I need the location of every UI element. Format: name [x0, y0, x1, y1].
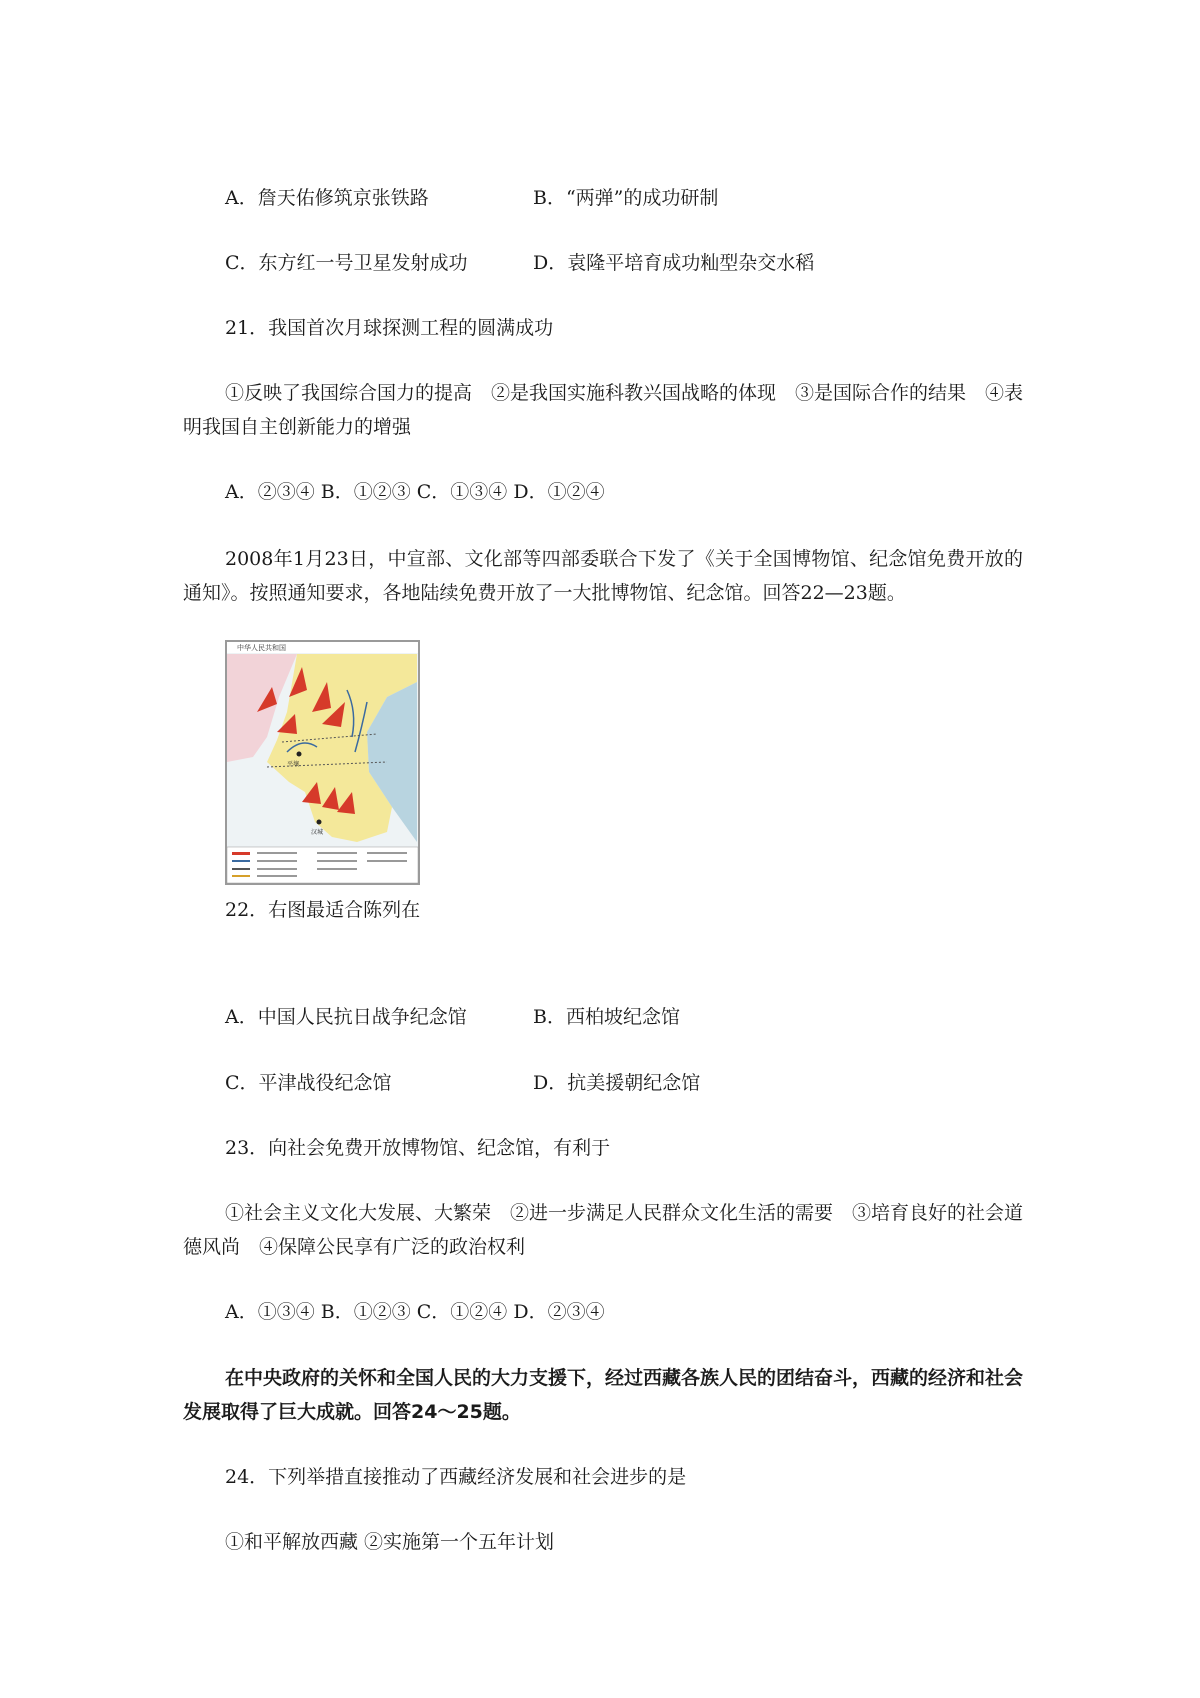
q20-option-d: D．袁隆平培育成功籼型杂交水稻: [533, 252, 815, 274]
q24-stem: 24．下列举措直接推动了西藏经济发展和社会进步的是: [225, 1466, 687, 1488]
q21-statements: ①反映了我国综合国力的提高 ②是我国实施科教兴国战略的体现 ③是国际合作的结果 ④表明我国自主创新能力的增强: [183, 382, 1024, 438]
q21-stem: 21．我国首次月球探测工程的圆满成功: [225, 317, 554, 339]
intro-24-25: 在中央政府的关怀和全国人民的大力支援下，经过西藏各族人民的团结奋斗，西藏的经济和社会发展取得了巨大成就。回答24～25题。: [183, 1367, 1024, 1423]
map-image: [227, 642, 418, 883]
korean-war-map-figure: [225, 640, 420, 885]
q22-stem: 22．右图最适合陈列在: [225, 899, 421, 921]
q22-option-b: B．西柏坡纪念馆: [533, 1006, 680, 1028]
q20-option-b: B．“两弹”的成功研制: [533, 187, 719, 209]
q23-statements: ①社会主义文化大发展、大繁荣 ②进一步满足人民群众文化生活的需要 ③培育良好的社会道德风尚 ④保障公民享有广泛的政治权利: [183, 1202, 1024, 1258]
q22-option-d: D．抗美援朝纪念馆: [533, 1072, 701, 1094]
q22-option-c: C．平津战役纪念馆: [225, 1072, 392, 1094]
q23-stem: 23．向社会免费开放博物馆、纪念馆，有利于: [225, 1137, 611, 1159]
q23-options: A．①③④ B．①②③ C．①②④ D．②③④: [225, 1301, 605, 1323]
intro-22-23: 2008年1月23日，中宣部、文化部等四部委联合下发了《关于全国博物馆、纪念馆免费开放的通知》。按照通知要求，各地陆续免费开放了一大批博物馆、纪念馆。回答22—23题。: [183, 548, 1023, 604]
map-place-2: 汉城: [311, 829, 324, 836]
q22-option-a: A．中国人民抗日战争纪念馆: [225, 1006, 467, 1028]
q20-option-c: C．东方红一号卫星发射成功: [225, 252, 468, 274]
map-place-1: 平壤: [287, 761, 300, 768]
q21-options: A．②③④ B．①②③ C．①③④ D．①②④: [225, 481, 605, 503]
q24-statements: ①和平解放西藏 ②实施第一个五年计划: [225, 1531, 555, 1553]
q20-option-a: A．詹天佑修筑京张铁路: [225, 187, 429, 209]
map-title: 中华人民共和国: [237, 644, 286, 652]
